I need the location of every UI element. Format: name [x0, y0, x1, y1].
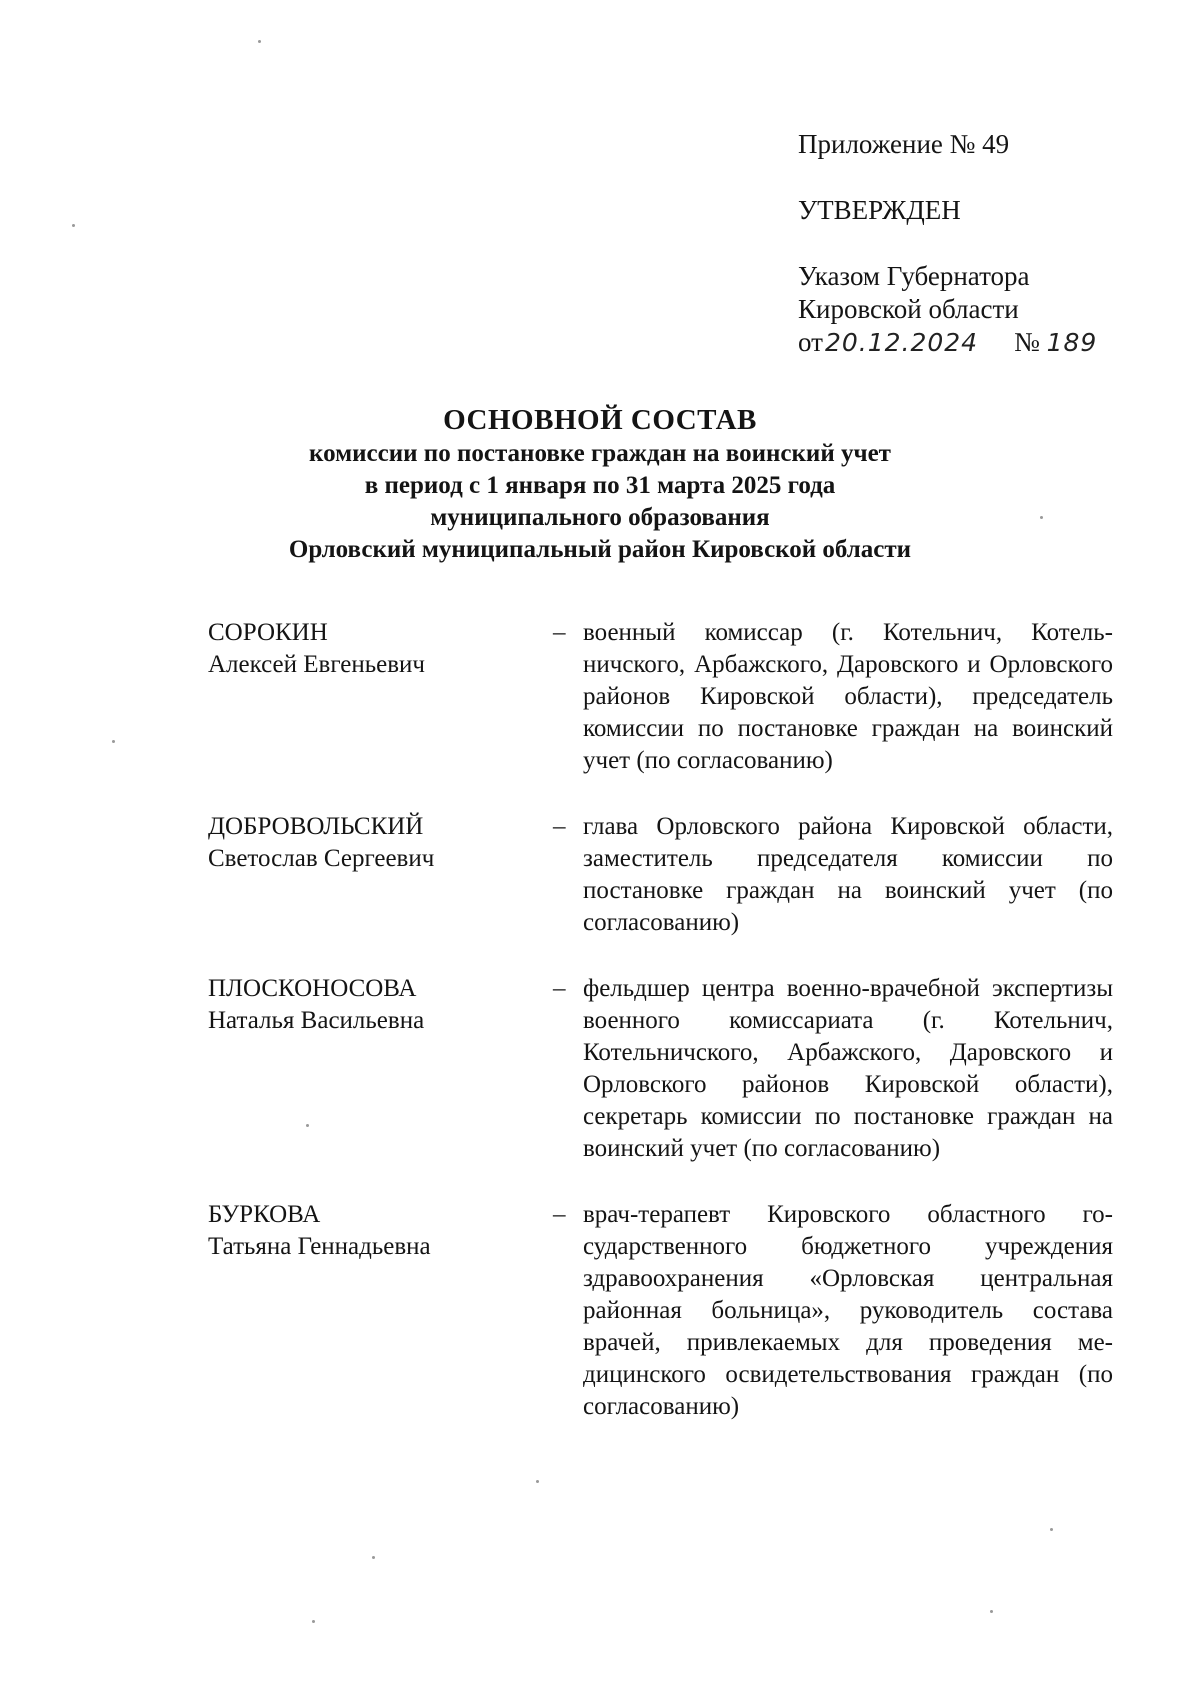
title-line-3: муниципального образования [430, 504, 770, 531]
scan-speck [372, 1556, 375, 1559]
decree-line-1: Указом Губернатора [798, 261, 1030, 291]
member-row [208, 1199, 1123, 1423]
member-row [208, 617, 1123, 777]
title-main: ОСНОВНОЙ СОСТАВ [443, 404, 757, 436]
handwritten-date: 20.12.2024 [824, 328, 979, 357]
number-prefix: № [1014, 327, 1040, 357]
approval-block [798, 128, 1138, 359]
member-dash: – [553, 975, 566, 1002]
decree-line-2: Кировской области [798, 294, 1019, 324]
approved-stamp-text: УТВЕРЖДЕН [798, 195, 961, 225]
member-row [208, 811, 1123, 939]
member-surname: ПЛОСКОНОСОВА [208, 975, 417, 1002]
scan-speck [306, 1124, 309, 1127]
member-dash: – [553, 1201, 566, 1228]
document-title [0, 402, 1200, 566]
scan-speck [990, 1610, 993, 1613]
members-list [208, 617, 1123, 1457]
member-surname: СОРОКИН [208, 619, 328, 646]
scan-speck [536, 1480, 539, 1483]
member-name [208, 1199, 553, 1263]
title-line-1: комиссии по постановке граждан на воинский учет [309, 440, 891, 467]
member-name [208, 811, 553, 875]
member-name [208, 973, 553, 1037]
from-prefix: от [798, 327, 823, 357]
decree-date-number [798, 326, 1138, 359]
member-name [208, 617, 553, 681]
member-given-name: Татьяна Геннадьевна [208, 1233, 431, 1260]
scan-speck [1050, 1528, 1053, 1531]
appendix-number: Приложение № 49 [798, 129, 1010, 159]
scan-speck [258, 40, 261, 43]
member-role: фельдшер центра военно-врачебной экспертизы военного комиссариата (г. Котельнич, Котельничского, Арбажского, Даровского и Орловского районов Кировской области), секретарь комиссии по постановке граждан на воинский учет (по согласованию) [583, 975, 1113, 1162]
member-given-name: Наталья Васильевна [208, 1007, 425, 1034]
scan-speck [312, 1620, 315, 1623]
member-dash: – [553, 619, 566, 646]
member-given-name: Алексей Евгеньевич [208, 651, 426, 678]
member-row [208, 973, 1123, 1165]
member-surname: ДОБРОВОЛЬСКИЙ [208, 813, 424, 840]
title-line-2: в период с 1 января по 31 марта 2025 года [364, 472, 836, 499]
member-dash: – [553, 813, 566, 840]
scan-speck [72, 224, 75, 227]
handwritten-number: 189 [1046, 328, 1098, 357]
scan-speck [1040, 516, 1043, 519]
scan-speck [112, 740, 115, 743]
member-role: врач-терапевт Кировского областного государственного бюджетного учреждения здравоохранения «Орловская центральная районная больница», руководитель состава врачей, привлекаемых для проведения медицинского освидетельствования граждан (по согласованию) [583, 1201, 1113, 1420]
title-line-4: Орловский муниципальный район Кировской области [288, 536, 912, 563]
member-given-name: Светослав Сергеевич [208, 845, 435, 872]
member-role: военный комиссар (г. Котельнич, Котельничского, Арбажского, Даровского и Орловского районов Кировской области), председатель комиссии по постановке граждан на воинский учет (по согласованию) [583, 619, 1113, 774]
member-role: глава Орловского района Кировской области, заместитель председателя комиссии по постановке граждан на воинский учет (по согласованию) [583, 813, 1113, 936]
member-surname: БУРКОВА [208, 1201, 321, 1228]
